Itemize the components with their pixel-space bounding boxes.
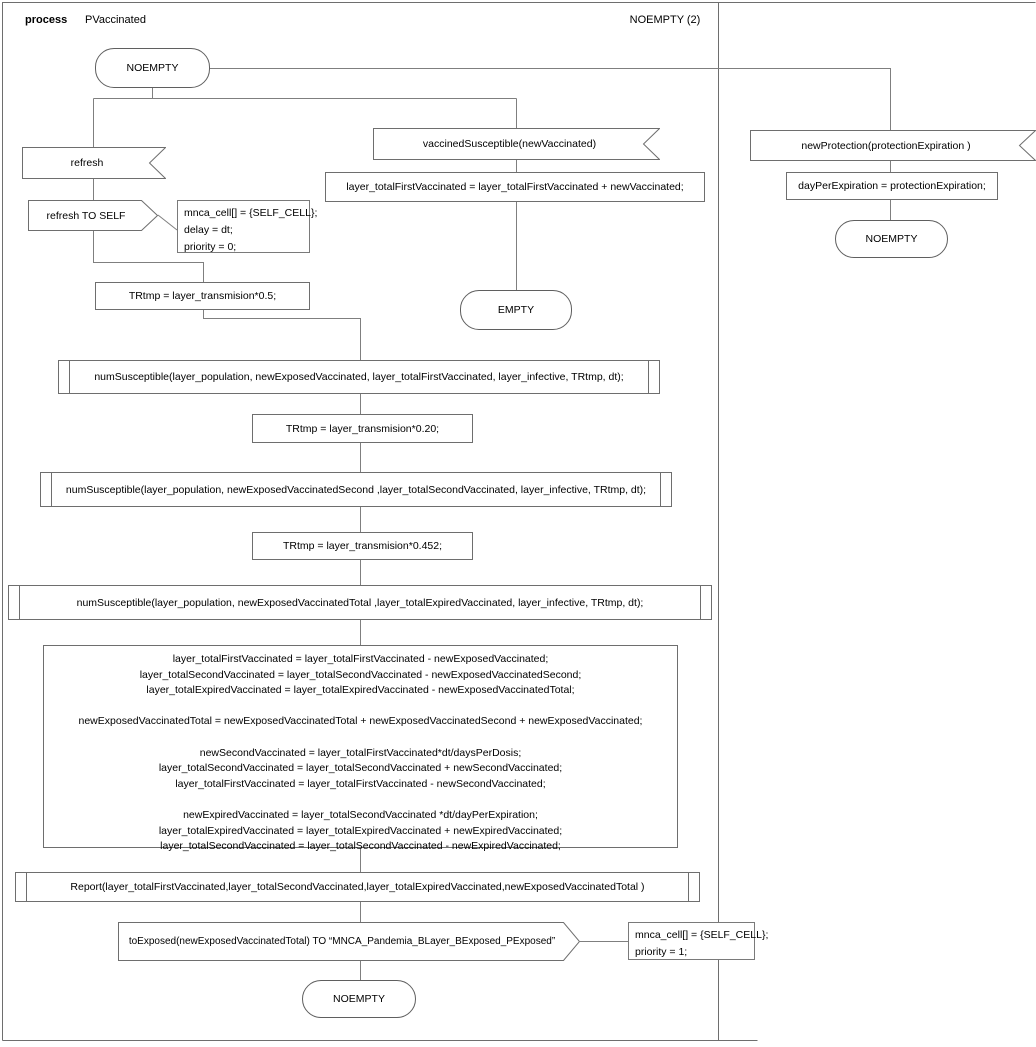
update-line: newExposedVaccinatedTotal = newExposedVaccinatedTotal + newExposedVaccinatedSecond + newExposedVaccinated;: [78, 715, 643, 728]
state-noempty-bottom-label: NOEMPTY: [333, 993, 385, 1005]
frame-state-label: NOEMPTY (2): [629, 14, 701, 26]
state-empty[interactable]: [460, 290, 572, 330]
action-update-block[interactable]: [43, 645, 678, 853]
update-line: layer_totalFirstVaccinated = layer_totalFirstVaccinated - newSecondVaccinated;: [175, 777, 546, 790]
action-trtmp-second[interactable]: [252, 414, 473, 443]
update-line: layer_totalSecondVaccinated = layer_totalSecondVaccinated - newExpiredVaccinated;: [160, 840, 561, 853]
note-line: priority = 0;: [184, 241, 237, 253]
action-day-per-expiration[interactable]: [786, 172, 998, 200]
action-trtmp-second-label: TRtmp = layer_transmision*0.20;: [285, 422, 440, 435]
send-to-exposed[interactable]: [118, 922, 580, 961]
note-connector-diagonal: [158, 215, 177, 230]
state-noempty-protection-label: NOEMPTY: [865, 233, 918, 245]
call-report-label: Report(layer_totalFirstVaccinated,layer_totalSecondVaccinated,layer_totalExpiredVaccinated,newExposedVaccinatedTotal ): [70, 881, 645, 893]
call-report[interactable]: [15, 872, 700, 902]
note-line: mnca_cell[] = {SELF_CELL};: [184, 207, 318, 219]
state-empty-label: EMPTY: [497, 304, 535, 316]
update-line: layer_totalSecondVaccinated = layer_totalSecondVaccinated - newExposedVaccinatedSecond;: [139, 668, 582, 681]
receive-vaccined-susceptible[interactable]: [373, 128, 660, 160]
action-day-per-expiration-label: dayPerExpiration = protectionExpiration;: [798, 180, 986, 192]
state-noempty-bottom[interactable]: [302, 980, 416, 1018]
update-line: layer_totalFirstVaccinated = layer_totalFirstVaccinated - newExposedVaccinated;: [172, 653, 549, 665]
process-type-label: process: [25, 14, 68, 26]
call-num-susceptible-second[interactable]: [40, 472, 672, 507]
call-num-susceptible-first-label: numSusceptible(layer_population, newExposedVaccinated, layer_totalFirstVaccinated, layer_infective, TRtmp, dt);: [94, 371, 624, 383]
note-line: priority = 1;: [635, 946, 688, 958]
process-name-label: PVaccinated: [85, 14, 146, 26]
action-trtmp-first[interactable]: [95, 282, 310, 310]
note-self-cell-delayed[interactable]: [177, 200, 318, 253]
receive-new-protection[interactable]: [750, 130, 1036, 161]
update-line: [44, 730, 677, 746]
call-num-susceptible-first[interactable]: [58, 360, 660, 394]
action-trtmp-total-label: TRtmp = layer_transmision*0.452;: [282, 540, 443, 552]
send-refresh-to-self[interactable]: [28, 200, 158, 231]
action-trtmp-total[interactable]: [252, 532, 473, 560]
send-to-exposed-label: toExposed(newExposedVaccinatedTotal) TO “MNCA_Pandemia_BLayer_BExposed_PExposed”: [128, 936, 556, 947]
action-add-new-vaccinated-label: layer_totalFirstVaccinated = layer_totalFirstVaccinated + newVaccinated;: [346, 181, 684, 193]
call-num-susceptible-total-label: numSusceptible(layer_population, newExposedVaccinatedTotal ,layer_totalExpiredVaccinated, layer_infective, TRtmp, dt);: [76, 596, 644, 609]
receive-refresh-label: refresh: [70, 157, 104, 169]
state-noempty-protection[interactable]: [835, 220, 948, 258]
update-line: layer_totalExpiredVaccinated = layer_totalExpiredVaccinated + newExpiredVaccinated;: [158, 824, 563, 837]
update-line: layer_totalExpiredVaccinated = layer_totalExpiredVaccinated - newExposedVaccinatedTotal;: [146, 684, 575, 697]
note-line: delay = dt;: [184, 224, 233, 236]
note-self-cell-priority[interactable]: [628, 922, 769, 960]
update-line: newExpiredVaccinated = layer_totalSecondVaccinated *dt/dayPerExpiration;: [183, 808, 538, 821]
call-num-susceptible-second-label: numSusceptible(layer_population, newExposedVaccinatedSecond ,layer_totalSecondVaccinated, layer_infective, TRtmp, dt);: [65, 483, 647, 496]
action-trtmp-first-label: TRtmp = layer_transmision*0.5;: [128, 290, 277, 302]
update-line: [44, 792, 677, 808]
update-line: newSecondVaccinated = layer_totalFirstVaccinated*dt/daysPerDosis;: [199, 746, 522, 759]
state-noempty-top-label: NOEMPTY: [126, 62, 179, 74]
update-line: [44, 699, 677, 715]
note-line: mnca_cell[] = {SELF_CELL};: [635, 929, 769, 941]
action-add-new-vaccinated[interactable]: [325, 172, 705, 202]
update-line: layer_totalSecondVaccinated = layer_totalSecondVaccinated + newSecondVaccinated;: [158, 762, 563, 775]
call-num-susceptible-total[interactable]: [8, 585, 712, 620]
receive-vaccined-susceptible-label: vaccinedSusceptible(newVaccinated): [422, 138, 597, 150]
receive-refresh[interactable]: [22, 147, 166, 179]
send-refresh-to-self-label: refresh TO SELF: [46, 209, 126, 222]
state-noempty-top[interactable]: [95, 48, 210, 88]
receive-new-protection-label: newProtection(protectionExpiration ): [801, 139, 971, 152]
